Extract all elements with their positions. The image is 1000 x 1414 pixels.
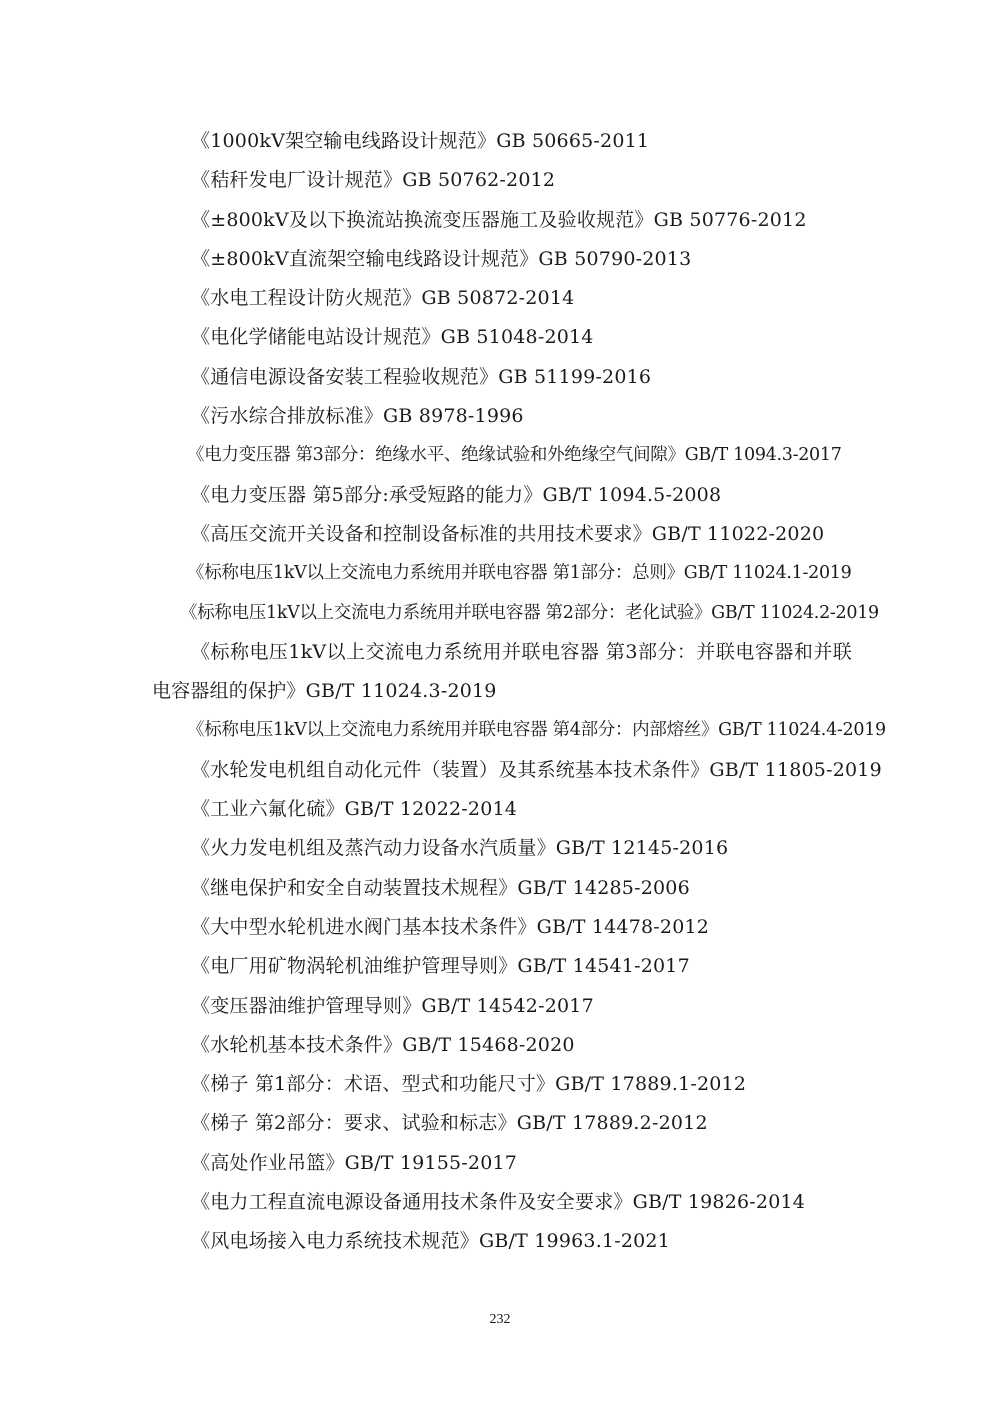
list-item: 《高压交流开关设备和控制设备标准的共用技术要求》GB/T 11022-2020: [191, 522, 825, 545]
list-item: 《高处作业吊篮》GB/T 19155-2017: [191, 1151, 518, 1174]
list-item: 《火力发电机组及蒸汽动力设备水汽质量》GB/T 12145-2016: [191, 837, 729, 860]
list-item: 《梯子 第1部分：术语、型式和功能尺寸》GB/T 17889.1-2012: [191, 1073, 747, 1096]
list-item: 《1000kV架空输电线路设计规范》GB 50665-2011: [191, 130, 650, 152]
list-item: 《标称电压1kV以上交流电力系统用并联电容器 第2部分：老化试验》GB/T 11024.2-2019: [180, 602, 879, 623]
list-item: 《梯子 第2部分：要求、试验和标志》GB/T 17889.2-2012: [191, 1112, 708, 1135]
list-item: 《水轮发电机组自动化元件（装置）及其系统基本技术条件》GB/T 11805-2019: [191, 758, 882, 781]
list-item: 《电厂用矿物涡轮机油维护管理导则》GB/T 14541-2017: [191, 955, 690, 978]
list-item: 《电力变压器 第3部分：绝缘水平、绝缘试验和外绝缘空气间隙》GB/T 1094.3-2017: [187, 445, 842, 466]
list-item: 《±800kV及以下换流站换流变压器施工及验收规范》GB 50776-2012: [191, 208, 807, 231]
standards-list: [152, 122, 886, 1262]
list-item: 《变压器油维护管理导则》GB/T 14542-2017: [191, 994, 594, 1017]
list-item: 《标称电压1kV以上交流电力系统用并联电容器 第4部分：内部熔丝》GB/T 11024.4-2019: [187, 720, 886, 741]
list-item: 《水轮机基本技术条件》GB/T 15468-2020: [191, 1033, 575, 1056]
list-item: 《通信电源设备安装工程验收规范》GB 51199-2016: [191, 365, 652, 388]
list-item: 《风电场接入电力系统技术规范》GB/T 19963.1-2021: [191, 1230, 670, 1253]
list-item: 《电力变压器 第5部分:承受短路的能力》GB/T 1094.5-2008: [191, 483, 722, 506]
list-item: 《秸秆发电厂设计规范》GB 50762-2012: [191, 169, 556, 192]
page-number: 232: [489, 1312, 511, 1327]
list-item: 《标称电压1kV以上交流电力系统用并联电容器 第3部分：并联电容器和并联电容器组的保护》GB/T 11024.3-2019: [152, 640, 852, 703]
list-item: 《工业六氟化硫》GB/T 12022-2014: [191, 798, 518, 821]
list-item: 《水电工程设计防火规范》GB 50872-2014: [191, 287, 575, 310]
list-item: 《继电保护和安全自动装置技术规程》GB/T 14285-2006: [191, 876, 690, 899]
list-item: 《电力工程直流电源设备通用技术条件及安全要求》GB/T 19826-2014: [191, 1191, 806, 1214]
list-item: 《污水综合排放标准》GB 8978-1996: [191, 405, 524, 428]
list-item: 《标称电压1kV以上交流电力系统用并联电容器 第1部分：总则》GB/T 11024.1-2019: [187, 563, 852, 584]
list-item: 《电化学储能电站设计规范》GB 51048-2014: [191, 326, 594, 349]
list-item: 《大中型水轮机进水阀门基本技术条件》GB/T 14478-2012: [191, 915, 710, 938]
list-item: 《±800kV直流架空输电线路设计规范》GB 50790-2013: [191, 247, 692, 270]
